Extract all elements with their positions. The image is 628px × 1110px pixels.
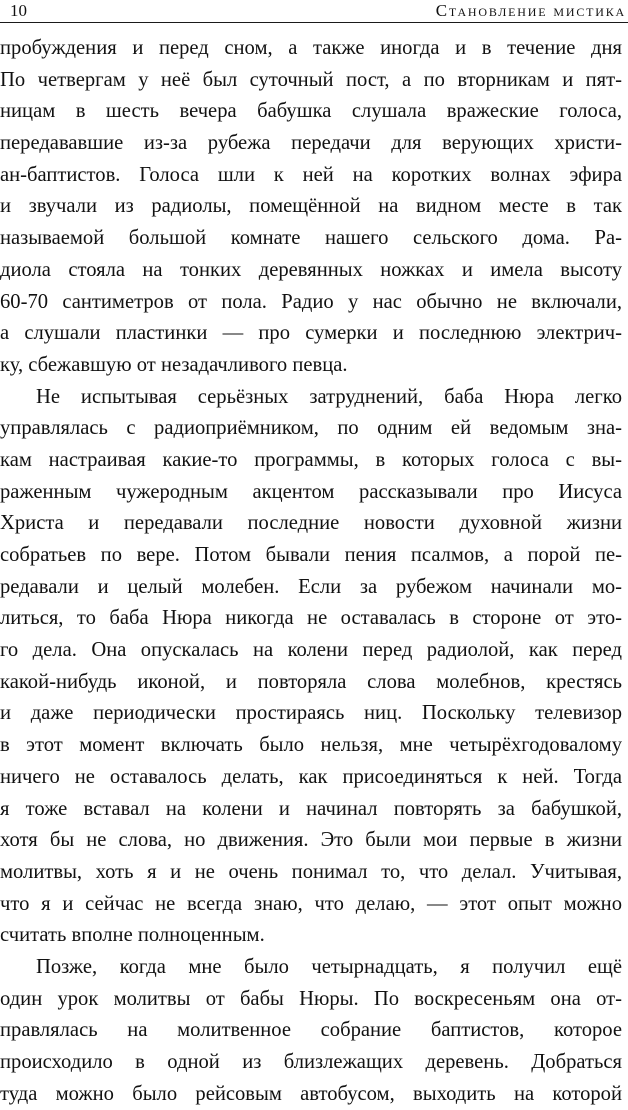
text-line: правлялась на молитвенное собрание баптистов, которое [0, 1019, 622, 1042]
text-line: молитвы, хоть я и не очень понимал то, что делал. Учитывая, [0, 860, 622, 883]
paragraph [0, 382, 622, 952]
text-line: го дела. Она опускалась на колени перед радиолой, как перед [0, 639, 622, 662]
text-line: ничего не оставалось делать, как присоединяться к ней. Тогда [0, 765, 622, 788]
text-line: раженным чужеродным акцентом рассказывали про Иисуса [0, 480, 622, 503]
text-line: в этот момент включать было нельзя, мне четырёхгодовалому [0, 734, 622, 757]
text-line: диола стояла на тонких деревянных ножках и имела высоту [0, 258, 622, 281]
text-line: и звучали из радиолы, помещённой на видном месте в так [0, 195, 622, 218]
text-line: считать вполне полноценным. [0, 924, 265, 947]
text-line: какой-нибудь иконой, и повторяла слова молебнов, крестясь [0, 670, 622, 693]
text-line: называемой большой комнате нашего сельского дома. Ра- [0, 227, 622, 250]
text-line: пробуждения и перед сном, а также иногда и в течение дня [0, 37, 622, 59]
page-header [0, 0, 628, 23]
text-line: управлялась с радиоприёмником, по одним ей ведомым зна- [0, 417, 622, 440]
text-line: 60-70 сантиметров от пола. Радио у нас обычно не включали, [0, 290, 622, 313]
text-line: туда можно было рейсовым автобусом, выходить на которой [0, 1082, 622, 1105]
text-line: редавали и целый молебен. Если за рубежом начинали мо- [0, 575, 622, 598]
text-line: я тоже вставал на колени и начинал повторять за бабушкой, [0, 797, 622, 820]
text-line: Христа и передавали последние новости духовной жизни [0, 512, 622, 535]
body-text [0, 33, 622, 1110]
page-number: 10 [10, 1, 27, 20]
text-line: собратьев по вере. Потом бывали пения псалмов, а порой пе- [0, 544, 622, 566]
text-line: а слушали пластинки — про сумерки и последнюю электрич- [0, 322, 622, 345]
paragraph [0, 952, 622, 1110]
text-line: литься, то баба Нюра никогда не оставалась в стороне от это- [0, 607, 622, 630]
text-line: происходило в одной из близлежащих деревень. Добраться [0, 1051, 622, 1073]
text-line: По четвергам у неё был суточный пост, а по вторникам и пят- [0, 68, 622, 91]
text-line: передававшие из-за рубежа передачи для верующих христи- [0, 132, 622, 155]
text-line: ку, сбежавшую от незадачливого певца. [0, 353, 348, 376]
text-line: кам настраивая какие-то программы, в которых голоса с вы- [0, 448, 622, 471]
text-line: Не испытывая серьёзных затруднений, баба Нюра легко [36, 385, 622, 408]
running-title: Становление мистика [435, 1, 626, 20]
text-line: Позже, когда мне было четырнадцать, я получил ещё [36, 955, 622, 978]
text-line: что я и сейчас не всегда знаю, что делаю, — этот опыт можно [0, 892, 622, 915]
text-line: и даже периодически простираясь ниц. Поскольку телевизор [0, 702, 622, 725]
paragraph [0, 33, 622, 382]
text-line: ан-баптистов. Голоса шли к ней на коротких волнах эфира [0, 163, 622, 186]
text-line: хотя бы не слова, но движения. Это были мои первые в жизни [0, 829, 622, 852]
text-line: один урок молитвы от бабы Нюры. По воскресеньям она от- [0, 987, 622, 1010]
text-line: ницам в шесть вечера бабушка слушала вражеские голоса, [0, 100, 622, 123]
